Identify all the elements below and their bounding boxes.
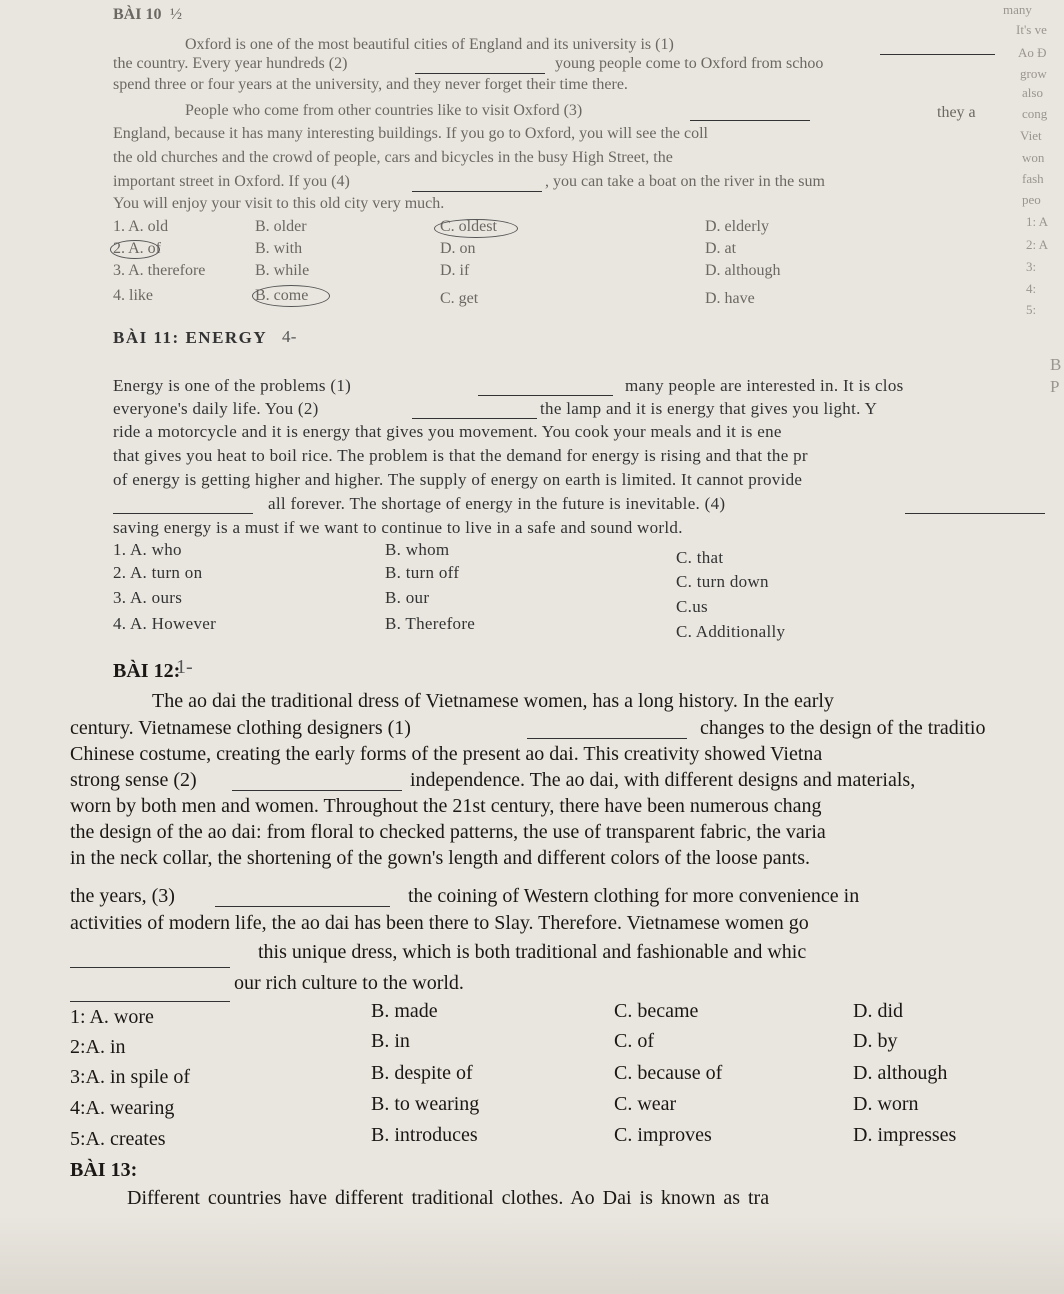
option[interactable]: C. get: [440, 290, 479, 307]
option[interactable]: B. to wearing: [371, 1093, 480, 1115]
option[interactable]: D. have: [705, 290, 755, 307]
option[interactable]: D. on: [440, 240, 476, 257]
option[interactable]: C. improves: [614, 1124, 712, 1146]
option[interactable]: 3. A. ours: [113, 588, 183, 607]
option[interactable]: D. elderly: [705, 218, 769, 235]
paragraph-line: many people are interested in. It is clos: [625, 376, 904, 395]
answer-blank[interactable]: [527, 737, 687, 739]
paragraph-line: of energy is getting higher and higher. The supply of energy on earth is limited. It cannot provide: [113, 470, 803, 489]
margin-note: peo: [1022, 192, 1041, 207]
paragraph-line: the years, (3): [70, 885, 175, 907]
paragraph-line: this unique dress, which is both traditional and fashionable and whic: [258, 941, 807, 963]
option[interactable]: C. Additionally: [676, 622, 786, 641]
option[interactable]: B. while: [255, 262, 310, 279]
margin-note: 5:: [1026, 302, 1037, 317]
option[interactable]: C. wear: [614, 1093, 677, 1115]
option[interactable]: C.us: [676, 597, 708, 616]
margin-note: also: [1022, 85, 1043, 100]
paragraph-line: Energy is one of the problems (1): [113, 376, 352, 395]
paragraph-line: Oxford is one of the most beautiful cities of England and its university is (1): [185, 36, 674, 53]
paragraph-line: spend three or four years at the university, and they never forget their time there.: [113, 76, 628, 93]
option[interactable]: D. impresses: [853, 1124, 957, 1146]
answer-blank[interactable]: [215, 905, 390, 907]
option[interactable]: D. although: [705, 262, 781, 279]
option[interactable]: B. come: [255, 287, 309, 304]
answer-blank[interactable]: [412, 190, 542, 192]
paragraph-line: in the neck collar, the shortening of the gown's length and different colors of the loose pants.: [70, 847, 811, 869]
margin-note: P: [1050, 377, 1060, 396]
option[interactable]: D. by: [853, 1030, 898, 1052]
option[interactable]: B. in: [371, 1030, 410, 1052]
paragraph-line: ride a motorcycle and it is energy that gives you movement. You cook your meals and it is ene: [113, 422, 782, 441]
option[interactable]: 4. like: [113, 287, 153, 304]
paragraph-line: young people come to Oxford from schoo: [555, 55, 824, 72]
option[interactable]: B. older: [255, 218, 307, 235]
option[interactable]: 4. A. However: [113, 614, 217, 633]
option[interactable]: 5:A. creates: [70, 1128, 166, 1150]
option[interactable]: B. despite of: [371, 1062, 473, 1084]
answer-blank[interactable]: [113, 512, 253, 514]
margin-note: 2: A: [1026, 237, 1049, 252]
margin-note: 4:: [1026, 281, 1037, 296]
option[interactable]: B. whom: [385, 540, 450, 559]
section-11-heading: BÀI 11: ENERGY: [113, 328, 268, 347]
paragraph-line: activities of modern life, the ao dai has been there to Slay. Therefore. Vietnamese women go: [70, 912, 809, 934]
paragraph-line: strong sense (2): [70, 769, 197, 791]
paragraph-line: that gives you heat to boil rice. The problem is that the demand for energy is rising and that the pr: [113, 446, 808, 465]
paragraph-line: Chinese costume, creating the early forms of the present ao dai. This creativity showed Vietna: [70, 743, 823, 765]
paragraph-line: Different countries have different traditional clothes. Ao Dai is known as tra: [127, 1187, 770, 1209]
answer-blank[interactable]: [690, 119, 810, 121]
answer-blank[interactable]: [70, 966, 230, 968]
paragraph-line: the old churches and the crowd of people, cars and bicycles in the busy High Street, the: [113, 149, 673, 166]
paragraph-line: changes to the design of the traditio: [700, 717, 986, 739]
paragraph-line: important street in Oxford. If you (4): [113, 173, 350, 190]
paragraph-line: the country. Every year hundreds (2): [113, 55, 348, 72]
paragraph-line: People who come from other countries like to visit Oxford (3): [185, 102, 583, 119]
answer-blank[interactable]: [232, 789, 402, 791]
option[interactable]: C. turn down: [676, 572, 769, 591]
section-12-mark: 1-: [176, 656, 193, 678]
option[interactable]: D. at: [705, 240, 737, 257]
option[interactable]: 1. A. old: [113, 218, 169, 235]
paragraph-line: the coining of Western clothing for more convenience in: [408, 885, 860, 907]
option[interactable]: C. oldest: [440, 218, 497, 235]
option[interactable]: C. became: [614, 1000, 699, 1022]
answer-blank[interactable]: [412, 417, 537, 419]
paragraph-line: the lamp and it is energy that gives you light. Y: [540, 399, 878, 418]
margin-note: Ao Đ: [1018, 45, 1047, 60]
option[interactable]: B. our: [385, 588, 430, 607]
option[interactable]: C. that: [676, 548, 724, 567]
paragraph-line: the design of the ao dai: from floral to checked patterns, the use of transparent fabric, the varia: [70, 821, 826, 843]
section-11-mark: 4-: [282, 327, 297, 346]
answer-blank[interactable]: [905, 512, 1045, 514]
section-12-heading: BÀI 12:: [113, 660, 181, 682]
option[interactable]: B. turn off: [385, 563, 460, 582]
margin-note: fash: [1022, 171, 1044, 186]
margin-note: won: [1022, 150, 1045, 165]
answer-blank[interactable]: [415, 72, 545, 74]
paragraph-line: all forever. The shortage of energy in the future is inevitable. (4): [268, 494, 726, 513]
option[interactable]: 1. A. who: [113, 540, 182, 559]
paragraph-line: century. Vietnamese clothing designers (1): [70, 717, 411, 739]
margin-note: B: [1050, 355, 1062, 374]
pen-circle-mark: [110, 240, 160, 259]
paragraph-line: worn by both men and women. Throughout the 21st century, there have been numerous chang: [70, 795, 822, 817]
pen-circle-mark: [252, 285, 330, 307]
margin-note: many: [1003, 2, 1032, 17]
paragraph-line: our rich culture to the world.: [234, 972, 464, 994]
option[interactable]: C. of: [614, 1030, 654, 1052]
pen-circle-mark: [434, 219, 518, 238]
margin-note: It's ve: [1016, 22, 1047, 37]
option[interactable]: B. introduces: [371, 1124, 478, 1146]
paragraph-line: independence. The ao dai, with different designs and materials,: [410, 769, 916, 791]
answer-blank[interactable]: [478, 394, 613, 396]
option[interactable]: B. made: [371, 1000, 438, 1022]
margin-note: 1: A: [1026, 214, 1049, 229]
option[interactable]: 3. A. therefore: [113, 262, 206, 279]
answer-blank[interactable]: [880, 53, 995, 55]
option[interactable]: 2. A. of: [113, 240, 161, 257]
option[interactable]: D. did: [853, 1000, 903, 1022]
section-10-heading: BÀI 10: [113, 6, 162, 23]
option[interactable]: 2. A. turn on: [113, 563, 203, 582]
paragraph-line: everyone's daily life. You (2): [113, 399, 319, 418]
margin-note: cong: [1022, 106, 1048, 121]
paragraph-line: The ao dai the traditional dress of Vietnamese women, has a long history. In the early: [152, 690, 834, 712]
option[interactable]: 3:A. in spile of: [70, 1066, 190, 1088]
page-shadow: [0, 1215, 1064, 1294]
paragraph-line: England, because it has many interesting buildings. If you go to Oxford, you will see the coll: [113, 125, 708, 142]
margin-note: 3:: [1026, 259, 1037, 274]
paragraph-line: they a: [937, 104, 976, 121]
paragraph-line: saving energy is a must if we want to continue to live in a safe and sound world.: [113, 518, 683, 537]
margin-note: Viet: [1020, 128, 1042, 143]
section-13-heading: BÀI 13:: [70, 1159, 138, 1181]
option[interactable]: D. if: [440, 262, 470, 279]
option[interactable]: B. Therefore: [385, 614, 476, 633]
answer-blank[interactable]: [70, 1000, 230, 1002]
margin-note: grow: [1020, 66, 1047, 81]
option[interactable]: D. although: [853, 1062, 948, 1084]
option[interactable]: 2:A. in: [70, 1036, 126, 1058]
section-10-mark: ½: [170, 6, 182, 23]
paragraph-line: You will enjoy your visit to this old city very much.: [113, 195, 445, 212]
option[interactable]: 1: A. wore: [70, 1006, 154, 1028]
option[interactable]: C. because of: [614, 1062, 723, 1084]
option[interactable]: 4:A. wearing: [70, 1097, 175, 1119]
option[interactable]: D. worn: [853, 1093, 919, 1115]
option[interactable]: B. with: [255, 240, 303, 257]
paragraph-line: , you can take a boat on the river in the sum: [545, 173, 825, 190]
